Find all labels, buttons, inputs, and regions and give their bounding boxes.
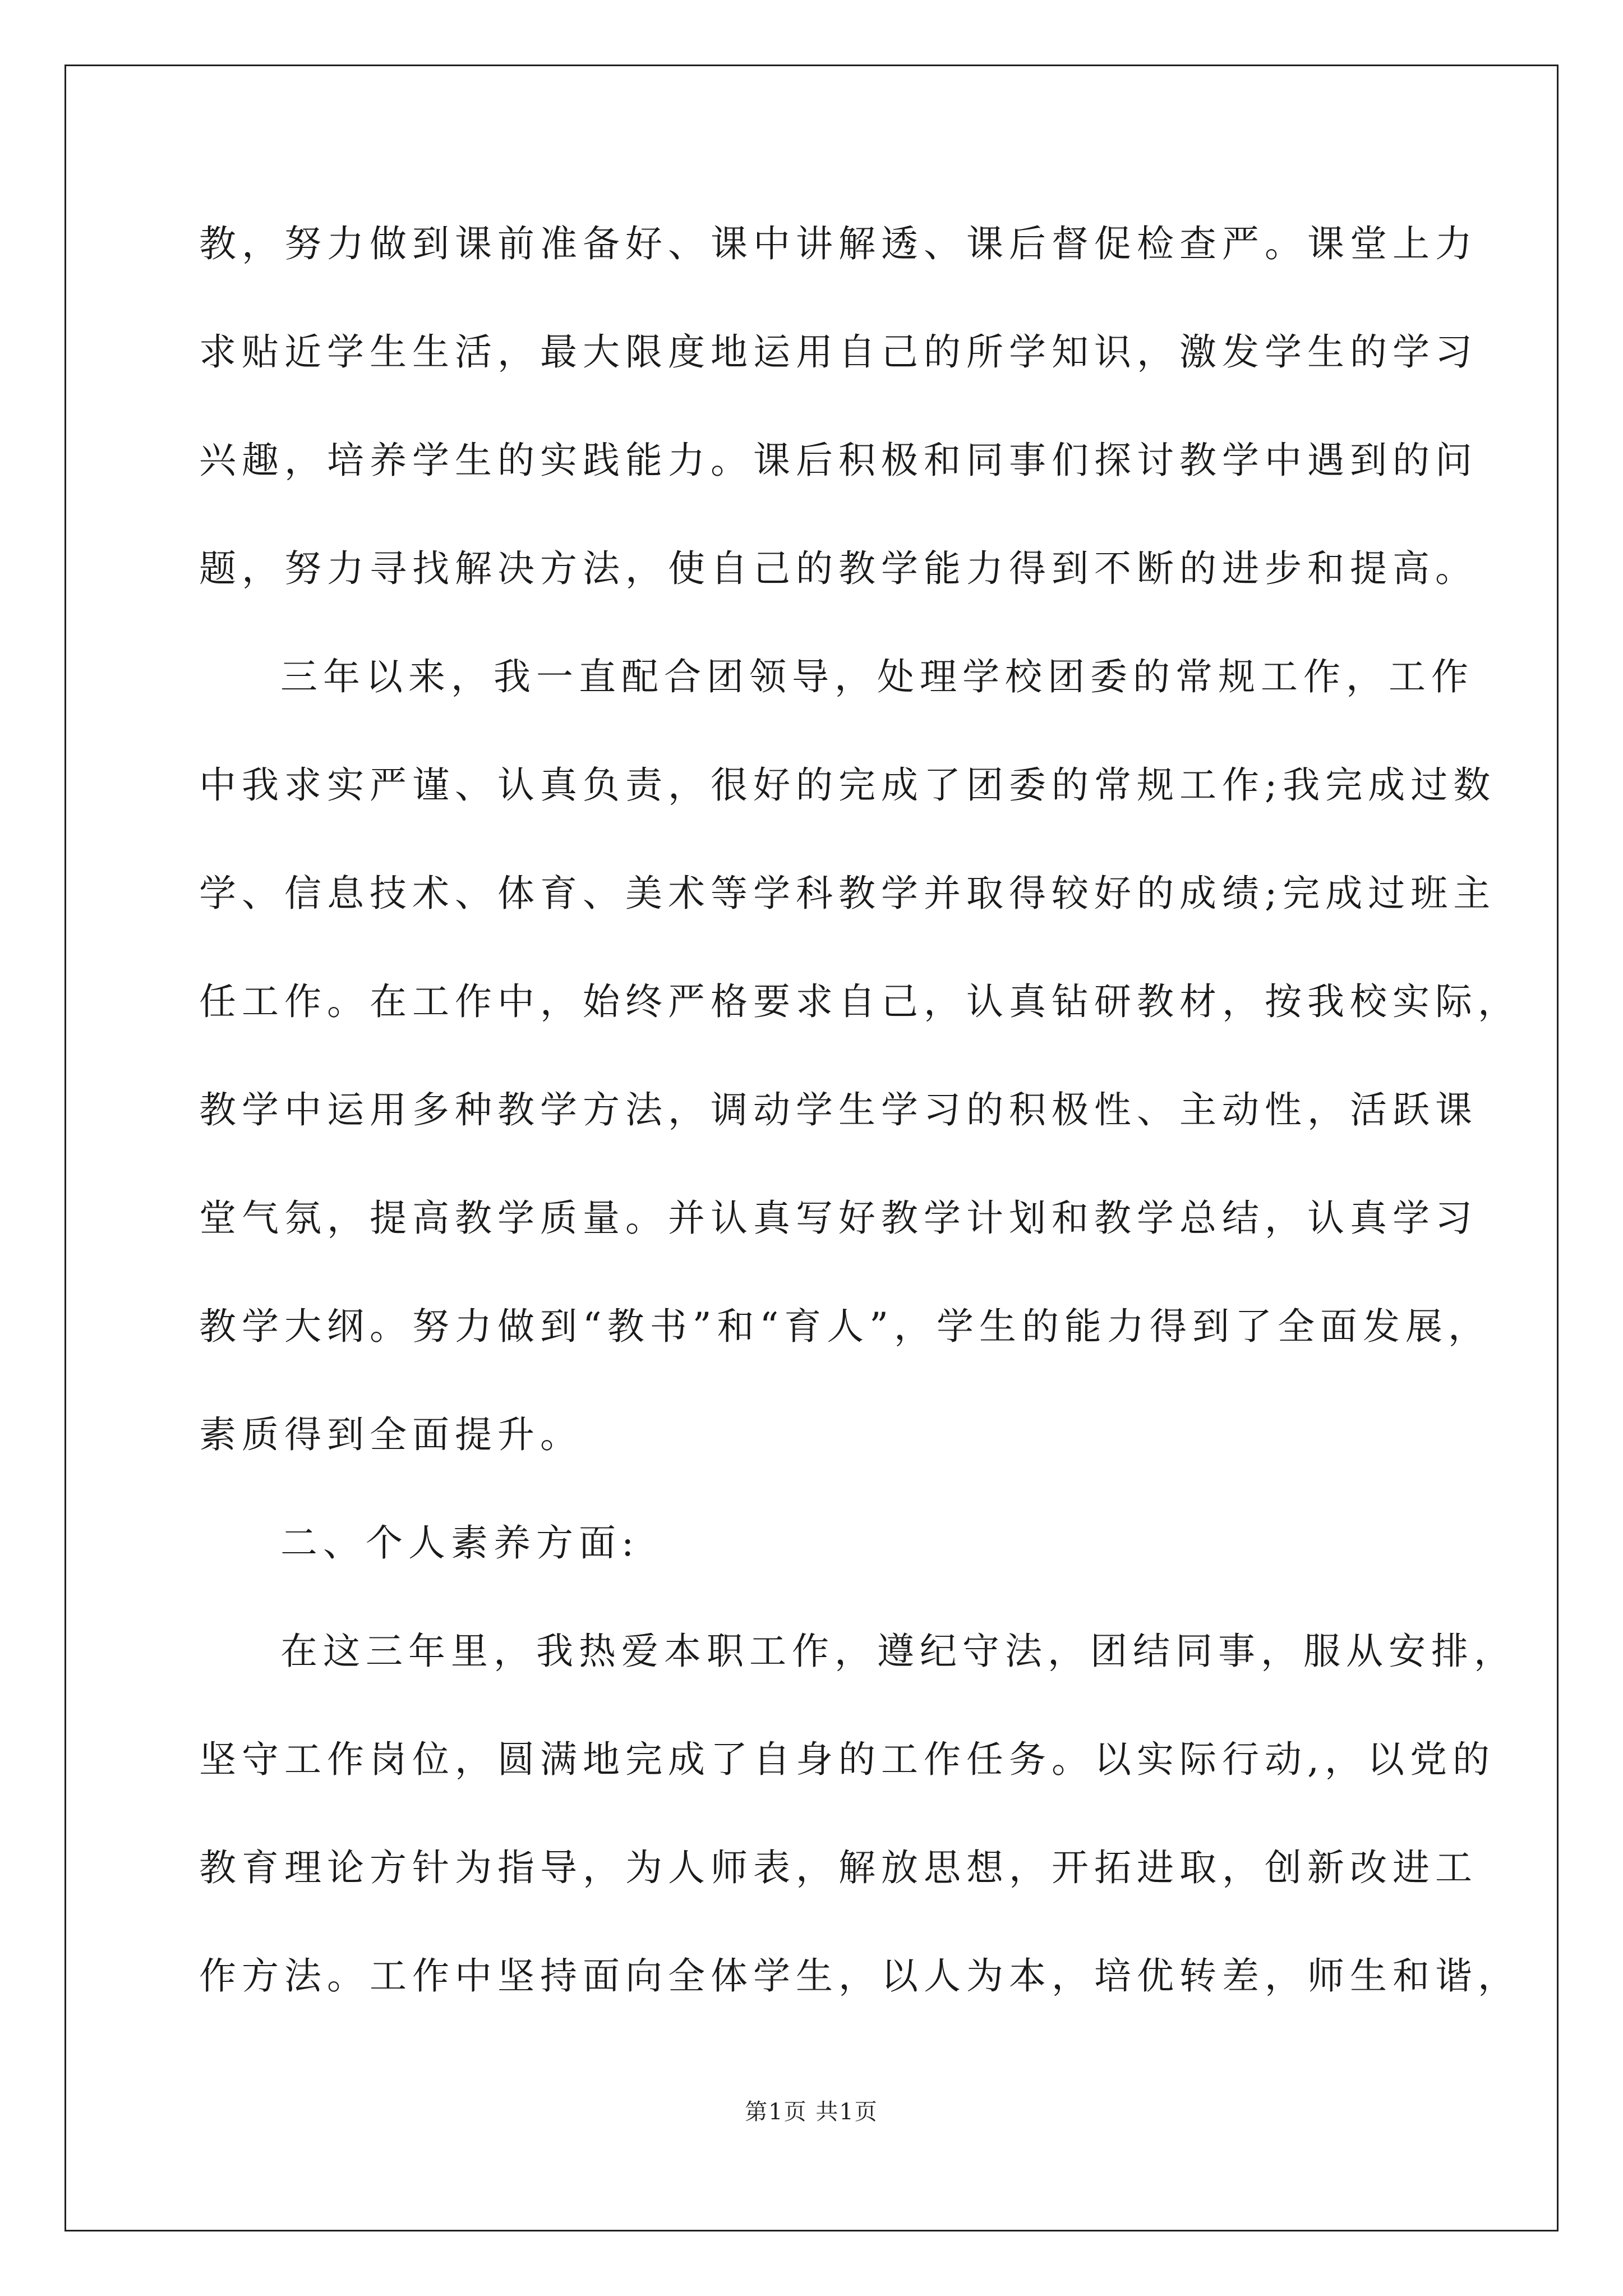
text-line: 兴趣，培养学生的实践能力。课后积极和同事们探讨教学中遇到的问	[199, 439, 1478, 482]
text-line: 教育理论方针为指导，为人师表，解放思想，开拓进取，创新改进工	[199, 1846, 1478, 1889]
text-line: 任工作。在工作中，始终严格要求自己，认真钻研教材，按我校实际，	[199, 980, 1520, 1023]
text-line: 学、信息技术、体育、美术等学科教学并取得较好的成绩;完成过班主	[199, 872, 1496, 915]
text-line: 三年以来，我一直配合团领导，处理学校团委的常规工作，工作	[280, 655, 1474, 698]
text-line: 坚守工作岗位，圆满地完成了自身的工作任务。以实际行动,，以党的	[199, 1738, 1495, 1781]
text-line: 中我求实严谨、认真负责，很好的完成了团委的常规工作;我完成过数	[199, 763, 1496, 807]
text-line: 求贴近学生生活，最大限度地运用自己的所学知识，激发学生的学习	[199, 330, 1478, 374]
document-body	[199, 216, 1520, 2056]
text-line: 在这三年里，我热爱本职工作，遵纪守法，团结同事，服从安排，	[280, 1630, 1516, 1673]
text-line: 作方法。工作中坚持面向全体学生，以人为本，培优转差，师生和谐，	[199, 1954, 1520, 1998]
page-footer: 第1页 共1页	[745, 2099, 878, 2125]
text-line: 教，努力做到课前准备好、课中讲解透、课后督促检查严。课堂上力	[199, 222, 1478, 265]
section-heading: 二、个人素养方面:	[280, 1521, 640, 1565]
text-line: 教学大纲。努力做到“教书”和“育人”，学生的能力得到了全面发展，	[199, 1305, 1491, 1348]
text-line: 素质得到全面提升。	[199, 1413, 583, 1456]
text-line: 堂气氛，提高教学质量。并认真写好教学计划和教学总结，认真学习	[199, 1197, 1478, 1240]
text-line: 教学中运用多种教学方法，调动学生学习的积极性、主动性，活跃课	[199, 1088, 1478, 1131]
text-line: 题，努力寻找解决方法，使自己的教学能力得到不断的进步和提高。	[199, 547, 1478, 590]
